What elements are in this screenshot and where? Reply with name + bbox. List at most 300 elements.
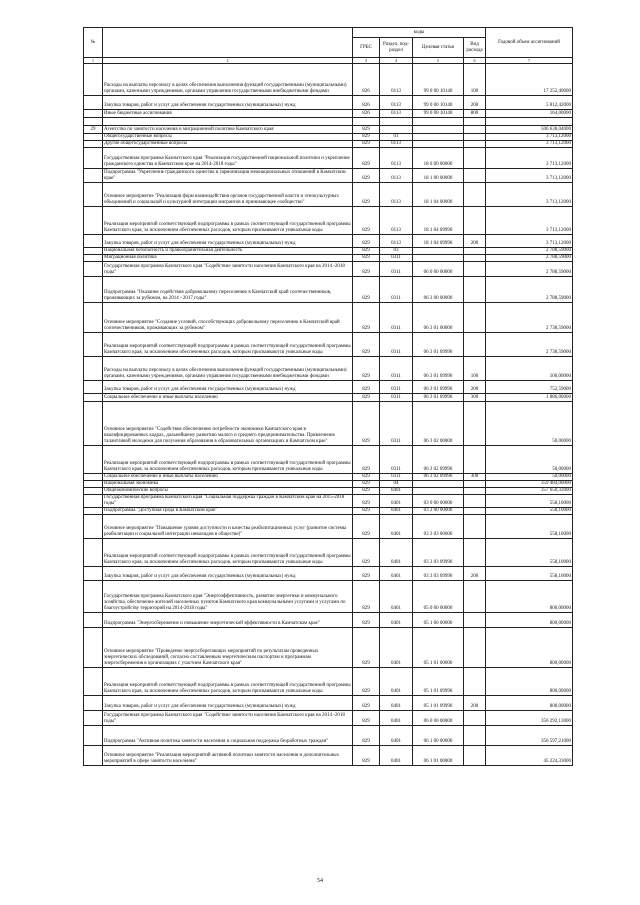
row-section: 0311 [380,333,413,357]
table-row [84,402,573,446]
row-name: Миграционная политика [103,255,353,262]
row-name: Реализация мероприятий соответствующей подпрограммы в рамках соответствующей государственной программы Камчатского края, за исключением обеспеченных расходов, которым присваиваются уникальные коды [103,539,353,567]
row-grbs: 829 [353,668,380,696]
header-target: Целевая статья [413,38,464,58]
row-section: 0401 [380,628,413,668]
header-amount: Годовой объем ассигнований [486,28,573,58]
row-target [413,141,464,148]
row-amount: 506 638,04000 [486,126,573,134]
row-target: 06 3 02 09990 [413,446,464,474]
row-exptype [464,481,486,488]
row-target [413,134,464,141]
row-exptype: 200 [464,235,486,248]
row-exptype [464,169,486,183]
table-body [84,64,573,766]
row-grbs: 829 [353,207,380,235]
row-exptype [464,515,486,539]
row-number: 29 [84,126,103,134]
row-number [84,508,103,515]
row-exptype: 100 [464,64,486,96]
row-name: Государственная программа Камчатского края "Социальная поддержка граждан в Камчатском крае на 2015-2018 годы" [103,495,353,508]
table-row [84,169,573,183]
row-number [84,474,103,481]
index-cell: 6 [464,58,486,64]
row-section: 0311 [380,357,413,381]
row-amount: 357 650,32000 [486,488,573,495]
row-exptype: 300 [464,474,486,481]
row-section: 0401 [380,567,413,581]
row-number [84,303,103,333]
row-number [84,262,103,277]
row-exptype [464,248,486,255]
row-number [84,746,103,766]
index-cell: 7 [486,58,573,64]
row-amount: 558,10000 [486,508,573,515]
row-exptype [464,726,486,746]
row-grbs: 829 [353,488,380,495]
row-exptype [464,539,486,567]
row-exptype: 300 [464,394,486,402]
row-target: 06 3 01 09990 [413,394,464,402]
row-number [84,96,103,110]
row-section: 0401 [380,726,413,746]
budget-table [83,27,573,766]
table-row [84,381,573,394]
row-section: 0311 [380,381,413,394]
row-target: 06 3 02 09990 [413,474,464,481]
row-target: 03 3 00 00000 [413,508,464,515]
table-row [84,141,573,148]
row-target: 05 1 00 00000 [413,613,464,628]
row-exptype [464,613,486,628]
row-amount: 800,00000 [486,613,573,628]
row-number [84,711,103,726]
index-cell: 2 [103,58,353,64]
row-exptype: 100 [464,357,486,381]
header-codes: коды [353,28,486,38]
row-exptype [464,628,486,668]
row-grbs: 826 [353,96,380,110]
table-row [84,277,573,303]
row-amount: 558,10000 [486,567,573,581]
row-number [84,495,103,508]
row-section: 0401 [380,581,413,613]
row-target: 18 1 04 09990 [413,207,464,235]
row-exptype: 200 [464,696,486,711]
row-section: 0401 [380,539,413,567]
table-row [84,183,573,207]
row-grbs: 829 [353,235,380,248]
row-target [413,118,464,126]
row-grbs: 829 [353,303,380,333]
row-target: 06 3 01 00000 [413,303,464,333]
table-row [84,613,573,628]
row-amount: 50,00000 [486,474,573,481]
row-number [84,726,103,746]
row-name: Подпрограмма "Оказание содействия добровольному переселению в Камчатский край соотечественников, проживающих за рубежом, на 2014 - 2017 годы" [103,277,353,303]
row-amount: 1 886,00000 [486,394,573,402]
row-number [84,515,103,539]
row-exptype: 200 [464,381,486,394]
table-row [84,474,573,481]
row-number [84,567,103,581]
row-number [84,333,103,357]
row-section: 0401 [380,495,413,508]
row-section: 0113 [380,64,413,96]
table-row [84,539,573,567]
row-section: 0113 [380,169,413,183]
row-name: Закупка товаров, работ и услуг для обеспечения государственных (муниципальных) нужд [103,696,353,711]
row-number [84,248,103,255]
row-grbs: 829 [353,726,380,746]
row-grbs: 829 [353,515,380,539]
row-amount: 100,00000 [486,357,573,381]
row-exptype [464,711,486,726]
row-target: 05 1 01 09990 [413,668,464,696]
row-amount: 2 738,59000 [486,333,573,357]
row-number [84,628,103,668]
row-amount: 800,00000 [486,696,573,711]
row-target: 06 1 01 00000 [413,746,464,766]
table-row [84,96,573,110]
table-row [84,711,573,726]
table-row [84,148,573,169]
row-amount: 3 713,12000 [486,141,573,148]
row-exptype [464,207,486,235]
row-target: 05 0 00 00000 [413,581,464,613]
table-row [84,235,573,248]
row-number [84,183,103,207]
row-number [84,696,103,711]
row-target: 03 0 00 00000 [413,495,464,508]
row-amount: 356 597,21000 [486,726,573,746]
row-name: Закупка товаров, работ и услуг для обеспечения государственных (муниципальных) нужд [103,567,353,581]
row-name: Реализация мероприятий соответствующей подпрограммы в рамках соответствующей государственной программы Камчатского края, за исключением обеспеченных расходов, которым присваиваются уникальные коды [103,333,353,357]
header-num: № [84,28,103,58]
row-grbs: 829 [353,696,380,711]
row-grbs: 826 [353,110,380,118]
row-name: Социальное обеспечение и иные выплаты населению [103,474,353,481]
table-row [84,481,573,488]
row-name [103,118,353,126]
row-target [413,248,464,255]
row-target [413,255,464,262]
row-exptype [464,183,486,207]
row-name: Подпрограмма "Энергосбережение и повышение энергетической эффективности в Камчатском крае" [103,613,353,628]
row-amount: 3 713,12000 [486,148,573,169]
header-name [103,28,353,58]
table-row [84,357,573,381]
row-number [84,110,103,118]
row-number [84,539,103,567]
row-name: Подпрограмма "Доступная среда в Камчатском крае" [103,508,353,515]
table-row [84,303,573,333]
row-name: Другие общегосударственные вопросы [103,141,353,148]
row-name: Государственная программа Камчатского края "Содействие занятости населения Камчатского края на 2014 -2018 годы" [103,262,353,277]
row-section: 0401 [380,668,413,696]
row-number [84,141,103,148]
row-grbs: 829 [353,381,380,394]
row-amount: 800,00000 [486,628,573,668]
table-row [84,248,573,255]
table-row [84,64,573,96]
row-exptype [464,126,486,134]
row-number [84,235,103,248]
row-section: 0401 [380,515,413,539]
table-row [84,118,573,126]
table-row [84,126,573,134]
row-grbs: 826 [353,64,380,96]
row-number [84,581,103,613]
row-grbs: 829 [353,628,380,668]
table-row [84,134,573,141]
row-exptype [464,262,486,277]
row-target: 05 1 01 00000 [413,628,464,668]
row-name: Общеэкономические вопросы [103,488,353,495]
row-section: 0311 [380,394,413,402]
row-target [413,126,464,134]
row-grbs [353,118,380,126]
row-exptype [464,118,486,126]
row-grbs: 829 [353,126,380,134]
row-amount: 752,59000 [486,381,573,394]
row-grbs: 829 [353,711,380,726]
row-target: 06 3 01 09990 [413,333,464,357]
row-number [84,488,103,495]
row-exptype [464,488,486,495]
page-number: 54 [317,878,323,884]
row-section: 0311 [380,402,413,446]
row-grbs: 829 [353,255,380,262]
row-target: 18 0 00 00000 [413,148,464,169]
row-exptype [464,668,486,696]
row-amount: 17 252,40000 [486,64,573,96]
row-amount: 3 713,12000 [486,207,573,235]
row-amount: 3 713,12000 [486,235,573,248]
row-number [84,169,103,183]
row-grbs: 829 [353,539,380,567]
row-number [84,613,103,628]
row-grbs: 829 [353,277,380,303]
row-target: 99 0 00 10140 [413,96,464,110]
row-amount: 558,10000 [486,495,573,508]
header-exptype: Вид расхода [464,38,486,58]
row-target [413,481,464,488]
table-row [84,394,573,402]
row-exptype [464,134,486,141]
row-section: 0113 [380,235,413,248]
row-exptype: 800 [464,110,486,118]
row-section: 0311 [380,303,413,333]
row-name: Подпрограмма "Активная политика занятости населения и социальная поддержка безработных граждан" [103,726,353,746]
row-name: Закупка товаров, работ и услуг для обеспечения государственных (муниципальных) нужд [103,381,353,394]
table-row [84,668,573,696]
row-target: 99 0 00 10140 [413,110,464,118]
row-section: 04 [380,481,413,488]
row-grbs: 829 [353,333,380,357]
table-row [84,508,573,515]
row-grbs: 829 [353,474,380,481]
row-name: Реализация мероприятий соответствующей подпрограммы в рамках соответствующей государственной программы Камчатского края, за исключением обеспеченных расходов, которым присваиваются уникальные коды [103,668,353,696]
row-amount: 2 788,59000 [486,248,573,255]
index-cell: 3 [353,58,380,64]
table-row [84,262,573,277]
row-name: Национальная безопасность и правоохранительная деятельность [103,248,353,255]
row-exptype [464,581,486,613]
row-amount: 558,10000 [486,515,573,539]
row-amount: 164,00000 [486,110,573,118]
row-exptype [464,508,486,515]
row-amount: 2 788,59000 [486,277,573,303]
row-name: Закупка товаров, работ и услуг для обеспечения государственных (муниципальных) нужд [103,96,353,110]
row-grbs: 829 [353,446,380,474]
row-target: 06 0 00 00000 [413,711,464,726]
row-name: Основное мероприятие "Содействие обеспечению потребности экономики Камчатского края в квалифицированных кадрах, дальнейшему развитию малого и среднего предпринимательства. Привлечение талантливой молодежи для получения образования в образовательных организациях в Камчатском крае" [103,402,353,446]
row-target: 06 3 02 00000 [413,402,464,446]
row-grbs: 829 [353,248,380,255]
table-row [84,726,573,746]
row-exptype [464,333,486,357]
row-target: 06 1 00 00000 [413,726,464,746]
table-row [84,515,573,539]
row-name: Основное мероприятие "Реализация мероприятий активной политики занятости населения и дополнительных мероприятий в сфере занятости населения" [103,746,353,766]
row-section [380,118,413,126]
row-name: Государственная программа Камчатского края "Содействие занятости населения Камчатского края на 2014 -2018 годы" [103,711,353,726]
table-row [84,488,573,495]
row-name: Реализация мероприятий соответствующей подпрограммы в рамках соответствующей государственной программы Камчатского края, за исключением обеспеченных расходов, которым присваиваются уникальные коды [103,446,353,474]
row-amount: 2 738,59000 [486,303,573,333]
row-name: Реализация мероприятий соответствующей подпрограммы в рамках соответствующей государственной программы Камчатского края, за исключением обеспеченных расходов, которым присваиваются уникальные коды [103,207,353,235]
row-grbs: 829 [353,134,380,141]
row-grbs: 829 [353,581,380,613]
table-row [84,446,573,474]
row-exptype: 200 [464,567,486,581]
index-cell: 5 [413,58,464,64]
row-exptype [464,446,486,474]
row-section: 0401 [380,746,413,766]
row-number [84,481,103,488]
row-target: 99 0 00 10140 [413,64,464,96]
row-name: Расходы на выплаты персоналу в целях обеспечения выполнения функций государственными (муниципальными) органами, казенными учреждениями, органами управления государственными внебюджетными фондами [103,64,353,96]
row-exptype [464,746,486,766]
table-row [84,110,573,118]
row-number [84,277,103,303]
table-row [84,746,573,766]
row-target: 06 3 00 00000 [413,277,464,303]
row-name: Основное мероприятие "Реализация форм взаимодействия органов государственной власти и этнокультурных объединений и социальной и культурной интеграции мигрантов в принимающее сообщество" [103,183,353,207]
row-target: 06 3 01 09990 [413,381,464,394]
row-amount: 45 224,33000 [486,746,573,766]
row-amount: 2 788,59000 [486,262,573,277]
row-amount: 356 292,13000 [486,711,573,726]
table-row [84,255,573,262]
row-grbs: 829 [353,141,380,148]
row-amount: 3 713,12000 [486,183,573,207]
row-grbs: 829 [353,183,380,207]
row-number [84,118,103,126]
row-number [84,64,103,96]
row-name: Основное мероприятие "Проведение энергосберегающих мероприятий по результатам проведенных энергетических обследований, согласно составленным энергетическим паспортам и программам энергосбережения в организациях с участием Камчатского края" [103,628,353,668]
row-section: 0311 [380,474,413,481]
row-amount: 5 812,42000 [486,96,573,110]
row-section: 0401 [380,696,413,711]
row-target [413,488,464,495]
row-name: Национальная экономика [103,481,353,488]
row-number [84,668,103,696]
row-section: 0311 [380,446,413,474]
row-amount: 3 713,12000 [486,134,573,141]
row-exptype [464,303,486,333]
row-grbs: 829 [353,262,380,277]
row-name: Основное мероприятие "Повышение уровня доступности и качества реабилитационных услуг (развитие системы реабилитации и социальной интеграции инвалидов в обществе)" [103,515,353,539]
row-exptype [464,402,486,446]
row-section: 0311 [380,262,413,277]
table-row [84,696,573,711]
row-section: 0401 [380,613,413,628]
row-section: 0113 [380,148,413,169]
row-amount: 50,00000 [486,446,573,474]
row-target: 03 3 03 09990 [413,567,464,581]
row-section: 0401 [380,508,413,515]
row-exptype [464,255,486,262]
row-grbs: 829 [353,402,380,446]
row-grbs: 829 [353,746,380,766]
table-row [84,495,573,508]
row-exptype [464,141,486,148]
row-name: Подпрограмма "Укрепление гражданского единства и гармонизация межнациональных отношений в Камчатском крае" [103,169,353,183]
row-section [380,126,413,134]
row-target: 18 1 04 09990 [413,235,464,248]
table-row [84,207,573,235]
row-grbs: 829 [353,148,380,169]
row-name: Общегосударственные вопросы [103,134,353,141]
row-section: 0401 [380,488,413,495]
row-number [84,207,103,235]
row-grbs: 829 [353,394,380,402]
index-cell: 4 [380,58,413,64]
row-number [84,357,103,381]
row-amount [486,118,573,126]
row-grbs: 829 [353,613,380,628]
index-cell: 1 [84,58,103,64]
row-grbs: 829 [353,567,380,581]
row-number [84,255,103,262]
row-name: Государственная программа Камчатского края "Энергоэффективность, развитие энергетики и коммунального хозяйства, обеспечение жителей населенных пунктов Камчатского края коммунальными услугами и услугами по благоустройству территорий на 2014-2018 годы" [103,581,353,613]
header-row-top [84,28,573,38]
row-name: Агентство по занятости населения и миграционной политике Камчатского края [103,126,353,134]
row-target: 03 3 03 00000 [413,515,464,539]
row-amount: 800,00000 [486,668,573,696]
row-section: 0113 [380,141,413,148]
row-target: 06 3 01 09990 [413,357,464,381]
row-section: 0113 [380,96,413,110]
header-grbs: ГРБС [353,38,380,58]
row-target: 03 3 03 09990 [413,539,464,567]
row-exptype [464,148,486,169]
row-amount: 3 713,12000 [486,169,573,183]
row-name: Основное мероприятие "Создание условий, способствующих добровольному переселению в Камчатский край соотечественников, проживающих за рубежом" [103,303,353,333]
header-section: Раздел, под-раздел [380,38,413,58]
row-grbs: 829 [353,508,380,515]
row-number [84,134,103,141]
row-section: 0311 [380,277,413,303]
table-row [84,581,573,613]
row-amount: 2 788,59000 [486,255,573,262]
row-name: Социальное обеспечение и иные выплаты населению [103,394,353,402]
row-grbs: 829 [353,481,380,488]
row-exptype [464,495,486,508]
table-row [84,567,573,581]
